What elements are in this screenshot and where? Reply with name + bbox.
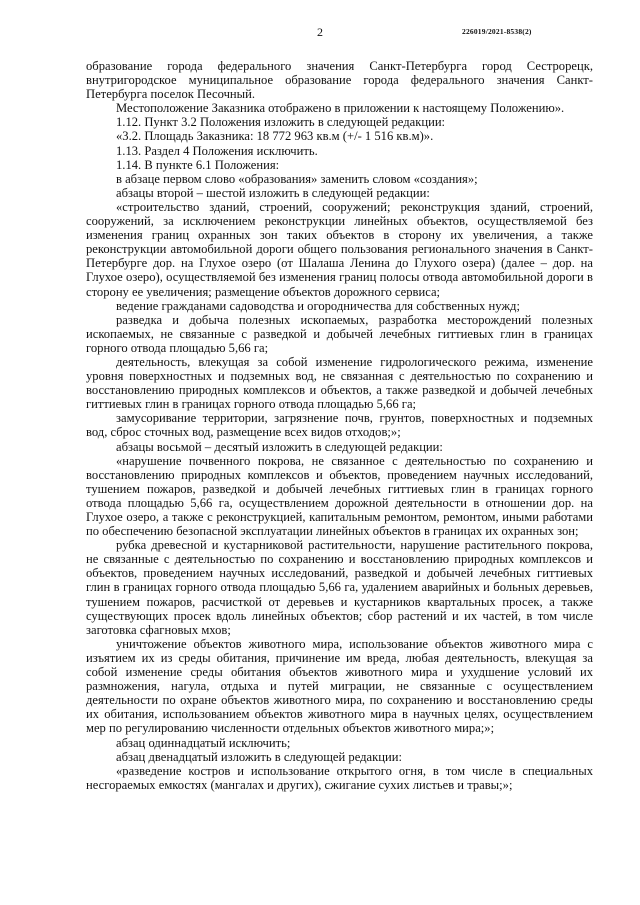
- paragraph-abzacs-2-6: абзацы второй – шестой изложить в следующей редакции:: [116, 185, 430, 200]
- paragraph-abzacs-8-10: абзацы восьмой – десятый изложить в следующей редакции:: [116, 439, 443, 454]
- paragraph-first-abzac: в абзаце первом слово «образования» заменить словом «создания»;: [116, 171, 478, 186]
- document-code: 226019/2021-8538(2): [462, 27, 532, 36]
- paragraph-area: «3.2. Площадь Заказника: 18 772 963 кв.м (+/- 1 516 кв.м)».: [116, 129, 434, 144]
- paragraph-fires: «разведение костров и использование открытого огня, в том числе в специальных несгораемых емкостях (мангалах и других), сжигание сухих листьев и травы;»;: [86, 763, 593, 792]
- paragraph-hydrology: деятельность, влекущая за собой изменение гидрологического режима, изменение уровня поверхностных и подземных вод, не связанная с деятельностью по сохранению и восстановлению природных комплексов и объектов, а также разведкой и добычей лечебных гиттиевых глин в границах горного отвода площадью 5,66 га;: [86, 354, 593, 412]
- paragraph-1-14: 1.14. В пункте 6.1 Положения:: [116, 157, 280, 172]
- page-number: 2: [317, 25, 323, 39]
- paragraph-location: Местоположение Заказника отображено в приложении к настоящему Положению».: [116, 101, 565, 116]
- paragraph-abzac-11: абзац одиннадцатый исключить;: [116, 735, 291, 750]
- paragraph-littering: замусоривание территории, загрязнение почв, грунтов, поверхностных и подземных вод, сброс сточных вод, размещение всех видов отходов;»;: [86, 411, 593, 440]
- paragraph-1-12: 1.12. Пункт 3.2 Положения изложить в следующей редакции:: [116, 115, 446, 130]
- document-body: [86, 59, 593, 792]
- paragraph-mining: разведка и добыча полезных ископаемых, разработка месторождений полезных ископаемых, не связанные с разведкой и добычей лечебных гиттиевых глин в границах горного отвода площадью 5,66 га;: [86, 312, 593, 355]
- paragraph-wildlife: уничтожение объектов животного мира, использование объектов животного мира с изъятием их из среды обитания, причинение им вреда, любая деятельность, влекущая за собой изменение среды обитания объектов животного мира и ухудшение условий их размножения, нагула, отдыха и путей миграции, не связанные с осуществлением деятельности по охране объектов животного мира, по сохранению и восстановлению среды их обитания, использованием объектов животного мира в научных целях, осуществлением мер по регулированию численности отдельных объектов животного мира;»;: [86, 636, 593, 736]
- paragraph-municipality-continuation: образование города федерального значения Санкт-Петербурга город Сестрорецк, внутригородское муниципальное образование города федерального значения Санкт-Петербурга поселок Песочный.: [86, 59, 593, 102]
- paragraph-logging: рубка древесной и кустарниковой растительности, нарушение растительного покрова, не связанные с деятельностью по сохранению и восстановлению природных комплексов и объектов, проведением научных исследований, разведкой и добычей лечебных гиттиевых глин в границах горного отвода площадью 5,66 га, удалением аварийных и больных деревьев, тушением пожаров, расчисткой от деревьев и кустарников квартальных просек, а также существующих просек вдоль линейных объектов; сбор растений и их частей, в том числе заготовка сфагновых мхов;: [86, 538, 593, 637]
- paragraph-abzac-12: абзац двенадцатый изложить в следующей редакции:: [116, 749, 402, 764]
- paragraph-soil-disturbance: «нарушение почвенного покрова, не связанное с деятельностью по сохранению и восстановлению природных комплексов и объектов, проведением научных исследований, тушением пожаров, разведкой и добычей лечебных гиттиевых глин в границах горного отвода площадью 5,66 га, осуществлением дорожной деятельности в отношении дор. на Глухое озеро, а также с реконструкцией, капитальным ремонтом, ремонтом, иными работами по обеспечению безопасной эксплуатации линейных объектов в границах их охранных зон;: [86, 453, 593, 539]
- paragraph-1-13: 1.13. Раздел 4 Положения исключить.: [116, 143, 318, 158]
- paragraph-construction: «строительство зданий, строений, сооружений; реконструкция зданий, строений, сооружений, за исключением реконструкции линейных объектов, осуществляемой без изменения границ охранных зон таких объектов в сторону их увеличения, а также реконструкции автомобильной дороги общего пользования регионального значения в Санкт-Петербурге дор. на Глухое озеро (от Шалаша Ленина до Глухого озера) (далее – дор. на Глухое озеро), осуществляемой без изменения границ полосы отвода автомобильной дороги в сторону ее увеличения; размещение объектов дорожного сервиса;: [86, 199, 593, 299]
- paragraph-gardening: ведение гражданами садоводства и огородничества для собственных нужд;: [116, 298, 520, 313]
